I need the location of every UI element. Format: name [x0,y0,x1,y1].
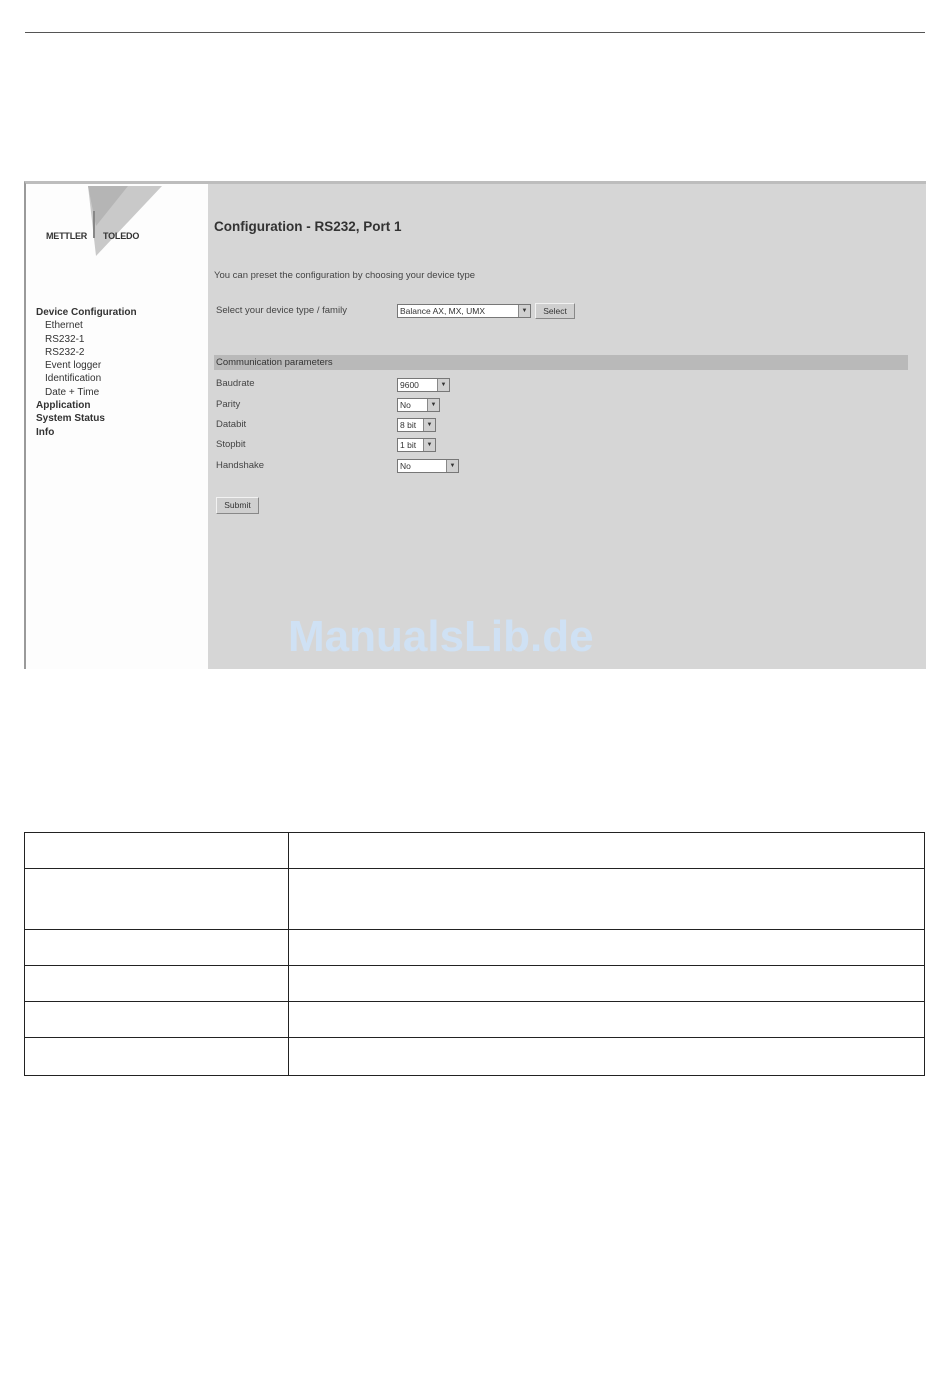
section-header: Communication parameters [214,355,908,370]
sidebar-item-date-time[interactable]: Date + Time [45,386,100,398]
chevron-down-icon: ▼ [427,399,439,411]
baudrate-select[interactable] [397,378,450,392]
stopbit-value: 1 bit [400,440,417,450]
stopbit-label: Stopbit [216,439,246,450]
select-button[interactable]: Select [535,303,575,319]
parity-value: No [400,400,411,410]
baudrate-value: 9600 [400,380,419,390]
table-row [25,966,925,1002]
databit-select[interactable] [397,418,436,432]
table-row [25,833,925,869]
chevron-down-icon: ▼ [437,379,449,391]
sidebar-item-ethernet[interactable]: Ethernet [45,320,83,332]
sidebar-item-application[interactable]: Application [36,400,91,412]
sidebar-item-rs232-2[interactable]: RS232-2 [45,346,85,358]
chevron-down-icon: ▼ [446,460,458,472]
main-panel [208,184,926,669]
mettler-toledo-logo [38,186,178,258]
logo-text-left: METTLER [46,231,88,241]
handshake-value: No [400,461,411,471]
chevron-down-icon: ▼ [423,439,435,451]
databit-value: 8 bit [400,420,417,430]
table-row [25,1038,925,1076]
submit-button[interactable]: Submit [216,497,259,514]
screenshot-frame [24,181,926,669]
sidebar-item-event-logger[interactable]: Event logger [45,360,102,372]
table-row [25,1002,925,1038]
sidebar [26,184,208,669]
handshake-select[interactable] [397,459,459,473]
device-type-select[interactable] [397,304,531,318]
sidebar-item-identification[interactable]: Identification [45,373,102,385]
sidebar-item-info[interactable]: Info [36,426,55,438]
top-rule [25,32,925,33]
parameter-table [24,832,925,1076]
watermark: ManualsLib.de [288,612,594,661]
stopbit-select[interactable] [397,438,436,452]
handshake-label: Handshake [216,460,265,471]
sidebar-item-system-status[interactable]: System Status [36,413,105,425]
intro-text: You can preset the configuration by choosing your device type [214,270,476,281]
device-type-value: Balance AX, MX, UMX [400,306,486,316]
page-title: Configuration - RS232, Port 1 [214,219,402,234]
table-row [25,869,925,930]
sidebar-item-rs232-1[interactable]: RS232-1 [45,333,85,345]
device-type-label: Select your device type / family [216,305,347,316]
sidebar-item-device-configuration[interactable]: Device Configuration [36,307,137,318]
databit-label: Databit [216,419,247,430]
table-row [25,930,925,966]
chevron-down-icon: ▼ [518,305,530,317]
parity-select[interactable] [397,398,440,412]
chevron-down-icon: ▼ [423,419,435,431]
logo-text-right: TOLEDO [103,231,140,241]
parity-label: Parity [216,399,241,410]
baudrate-label: Baudrate [216,378,255,389]
sidebar-nav [36,306,137,439]
